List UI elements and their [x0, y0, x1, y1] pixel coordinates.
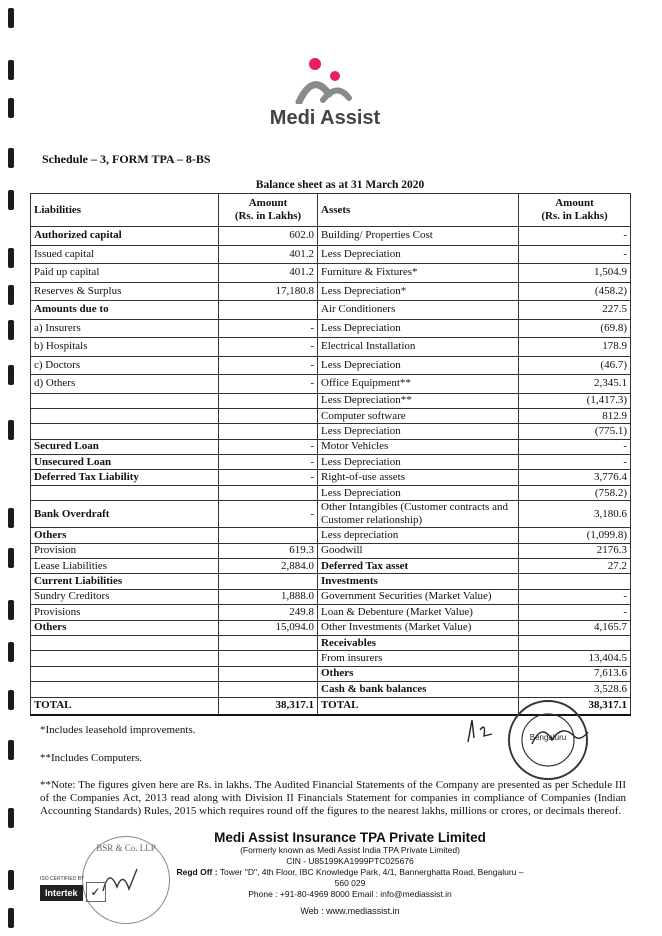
liability-label: b) Hospitals [31, 338, 219, 357]
liability-amount: - [219, 356, 318, 375]
asset-label: Computer software [318, 408, 519, 423]
asset-amount: 1,504.9 [519, 264, 631, 283]
footer-address: Tower "D", 4th Floor, IBC Knowledge Park, 4/1, Bannerghatta Road, Bengaluru – 560 029 [219, 867, 524, 888]
table-row [31, 543, 631, 558]
liability-label: Lease Liabilities [31, 559, 219, 574]
asset-label: Less Depreciation [318, 356, 519, 375]
asset-label: Building/ Properties Cost [318, 227, 519, 246]
liability-label [31, 635, 219, 650]
total-label-left: TOTAL [31, 697, 219, 715]
iso-label: ISO CERTIFIED BY [40, 876, 85, 882]
asset-amount: 2,345.1 [519, 375, 631, 394]
brand-logo [265, 54, 385, 130]
liability-label: a) Insurers [31, 319, 219, 338]
asset-amount: - [519, 589, 631, 604]
liability-label: Deferred Tax Liability [31, 470, 219, 485]
table-row [31, 319, 631, 338]
auditor-signature-icon [97, 861, 157, 901]
asset-amount: - [519, 439, 631, 454]
intertek-badge: Intertek [40, 885, 83, 901]
total-amount-right: 38,317.1 [519, 697, 631, 715]
asset-label: Other Intangibles (Customer contracts and Customer relationship) [318, 501, 519, 528]
table-row [31, 301, 631, 320]
asset-label: Less Depreciation [318, 424, 519, 439]
liability-label [31, 424, 219, 439]
liability-label [31, 682, 219, 697]
liability-amount [219, 393, 318, 408]
asset-amount: - [519, 227, 631, 246]
table-row [31, 559, 631, 574]
liability-amount [219, 651, 318, 666]
table-row [31, 589, 631, 604]
table-row [31, 282, 631, 301]
liability-label: Amounts due to [31, 301, 219, 320]
asset-label: Motor Vehicles [318, 439, 519, 454]
liability-label: Unsecured Loan [31, 455, 219, 470]
liability-label: Others [31, 620, 219, 635]
asset-label: Others [318, 666, 519, 681]
asset-label: Cash & bank balances [318, 682, 519, 697]
liability-amount [219, 666, 318, 681]
liability-amount [219, 574, 318, 589]
liability-amount: 15,094.0 [219, 620, 318, 635]
liability-amount: - [219, 455, 318, 470]
liability-label [31, 651, 219, 666]
liability-amount [219, 635, 318, 650]
liability-amount [219, 424, 318, 439]
table-row [31, 485, 631, 500]
asset-amount: 2176.3 [519, 543, 631, 558]
table-row [31, 455, 631, 470]
liability-amount: 602.0 [219, 227, 318, 246]
footer-address-line [170, 867, 530, 889]
iso-certification [40, 876, 106, 902]
table-row [31, 528, 631, 543]
table-row [31, 470, 631, 485]
liability-amount: - [219, 439, 318, 454]
table-row [31, 338, 631, 357]
asset-label: Less Depreciation [318, 455, 519, 470]
asset-label: Electrical Installation [318, 338, 519, 357]
asset-amount: - [519, 455, 631, 470]
table-row [31, 605, 631, 620]
footnote-leasehold: *Includes leasehold improvements. [40, 724, 196, 736]
balance-sheet-title: Balance sheet as at 31 March 2020 [255, 179, 425, 191]
asset-label: Right-of-use assets [318, 470, 519, 485]
signature-icon [462, 712, 592, 752]
liability-amount [219, 528, 318, 543]
asset-label: Less Depreciation [318, 485, 519, 500]
header-amount-left: Amount (Rs. in Lakhs) [219, 194, 318, 227]
table-row [31, 682, 631, 697]
liability-label: Reserves & Surplus [31, 282, 219, 301]
liability-amount [219, 682, 318, 697]
asset-amount: 7,613.6 [519, 666, 631, 681]
liability-label: Current Liabilities [31, 574, 219, 589]
table-row [31, 651, 631, 666]
asset-label: Investments [318, 574, 519, 589]
liability-label: Bank Overdraft [31, 501, 219, 528]
footer-formerly: (Formerly known as Medi Assist India TPA Private Limited) [240, 845, 460, 855]
table-row [31, 375, 631, 394]
liability-label: c) Doctors [31, 356, 219, 375]
asset-amount: 812.9 [519, 408, 631, 423]
liability-amount [219, 485, 318, 500]
table-row [31, 439, 631, 454]
liability-amount: 401.2 [219, 264, 318, 283]
asset-amount: (775.1) [519, 424, 631, 439]
table-row [31, 424, 631, 439]
liability-amount: - [219, 470, 318, 485]
asset-amount: 13,404.5 [519, 651, 631, 666]
liability-label: Secured Loan [31, 439, 219, 454]
table-row [31, 393, 631, 408]
table-row [31, 501, 631, 528]
asset-label: Less Depreciation* [318, 282, 519, 301]
asset-label: Less Depreciation [318, 245, 519, 264]
table-row [31, 245, 631, 264]
balance-sheet-table [30, 193, 631, 716]
asset-label: Goodwill [318, 543, 519, 558]
table-row [31, 356, 631, 375]
seal-city: Bengaluru [529, 733, 567, 742]
liability-label [31, 666, 219, 681]
liability-amount: - [219, 375, 318, 394]
asset-amount: (458.2) [519, 282, 631, 301]
asset-amount [519, 635, 631, 650]
liability-label: Sundry Creditors [31, 589, 219, 604]
asset-label: Less depreciation [318, 528, 519, 543]
liability-label: Authorized capital [31, 227, 219, 246]
liability-amount: - [219, 501, 318, 528]
asset-amount: 3,776.4 [519, 470, 631, 485]
asset-label: Other Investments (Market Value) [318, 620, 519, 635]
header-amount-right: Amount (Rs. in Lakhs) [519, 194, 631, 227]
asset-label: From insurers [318, 651, 519, 666]
people-logo-icon [285, 54, 365, 104]
liability-label: Issued capital [31, 245, 219, 264]
company-footer [170, 830, 530, 916]
table-header-row [31, 194, 631, 227]
asset-amount: 227.5 [519, 301, 631, 320]
table-body [31, 227, 631, 715]
asset-label: Receivables [318, 635, 519, 650]
liability-amount: 1,888.0 [219, 589, 318, 604]
asset-amount: 3,528.6 [519, 682, 631, 697]
asset-label: Less Depreciation** [318, 393, 519, 408]
footer-regd-label: Regd Off : [176, 867, 218, 877]
auditor-seal-text: BSR & Co. LLP [96, 843, 156, 853]
asset-amount: (46.7) [519, 356, 631, 375]
schedule-title: Schedule – 3, FORM TPA – 8-BS [42, 152, 211, 166]
liability-amount [219, 301, 318, 320]
asset-amount: (758.2) [519, 485, 631, 500]
asset-label: Loan & Debenture (Market Value) [318, 605, 519, 620]
asset-label: Government Securities (Market Value) [318, 589, 519, 604]
footer-phone: Phone : +91-80-4969 8000 Email : info@mediassist.in [248, 889, 452, 899]
asset-amount: (1,099.8) [519, 528, 631, 543]
liability-label: Provisions [31, 605, 219, 620]
liability-label: Others [31, 528, 219, 543]
asset-amount: 27.2 [519, 559, 631, 574]
asset-amount: (69.8) [519, 319, 631, 338]
header-liabilities: Liabilities [31, 194, 219, 227]
liability-label: Provision [31, 543, 219, 558]
liability-label [31, 408, 219, 423]
asset-label: Less Depreciation [318, 319, 519, 338]
brand-name: Medi Assist [269, 107, 381, 129]
liability-label [31, 485, 219, 500]
table-row [31, 666, 631, 681]
asset-label: Deferred Tax asset [318, 559, 519, 574]
footnote-computers: **Includes Computers. [40, 752, 143, 764]
liability-amount: - [219, 338, 318, 357]
table-row [31, 227, 631, 246]
liability-amount [219, 408, 318, 423]
asset-amount: - [519, 245, 631, 264]
asset-amount: (1,417.3) [519, 393, 631, 408]
total-label-right: TOTAL [318, 697, 519, 715]
table-row [31, 635, 631, 650]
asset-amount [519, 574, 631, 589]
liability-amount: 2,884.0 [219, 559, 318, 574]
table-row [31, 264, 631, 283]
table-row [31, 620, 631, 635]
table-row [31, 408, 631, 423]
asset-amount: - [519, 605, 631, 620]
liability-amount: 619.3 [219, 543, 318, 558]
liability-amount: 401.2 [219, 245, 318, 264]
asset-label: Air Conditioners [318, 301, 519, 320]
liability-label [31, 393, 219, 408]
asset-label: Furniture & Fixtures* [318, 264, 519, 283]
header-assets: Assets [318, 194, 519, 227]
liability-label: d) Others [31, 375, 219, 394]
liability-label: Paid up capital [31, 264, 219, 283]
total-amount-left: 38,317.1 [219, 697, 318, 715]
liability-amount: 249.8 [219, 605, 318, 620]
asset-amount: 4,165.7 [519, 620, 631, 635]
footnote-general: **Note: The figures given here are Rs. in lakhs. The Audited Financial Statements of the Company are presented as per Schedule III of the Companies Act, 2013 read along with Division II Financials Statement for companies in compliance of Companies (Indian Accounting Standards) Rules, 2015 which requires round off the figures to the nearest lakhs, millions or crores, or decimals thereof. [40, 779, 626, 817]
footer-web: Web : www.mediassist.in [300, 906, 400, 916]
table-row [31, 574, 631, 589]
footer-cin: CIN - U85199KA1999PTC025676 [286, 856, 414, 866]
asset-label: Office Equipment** [318, 375, 519, 394]
asset-amount: 3,180.6 [519, 501, 631, 528]
liability-amount: - [219, 319, 318, 338]
check-icon: ✓ [86, 882, 106, 902]
liability-amount: 17,180.8 [219, 282, 318, 301]
asset-amount: 178.9 [519, 338, 631, 357]
footer-company-name: Medi Assist Insurance TPA Private Limited [214, 830, 486, 845]
